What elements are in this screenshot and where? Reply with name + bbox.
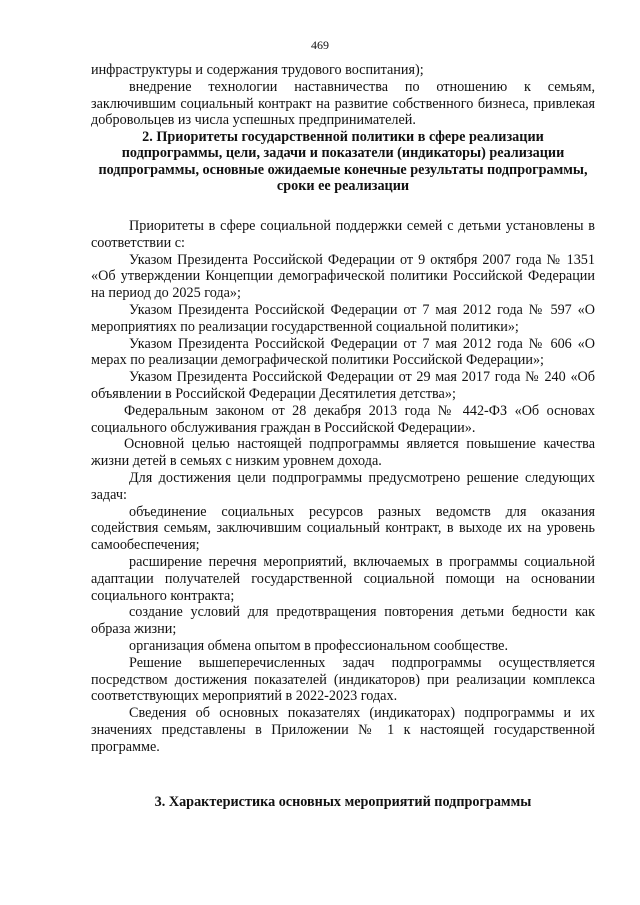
paragraph: Указом Президента Российской Федерации от 29 мая 2017 года № 240 «Об объявлении в Российской Федерации Десятилетия детства»; <box>91 369 595 402</box>
paragraph: инфраструктуры и содержания трудового воспитания); <box>91 62 424 78</box>
paragraph: Федеральным законом от 28 декабря 2013 года № 442-ФЗ «Об основах социального обслуживания граждан в Российской Федерации». <box>91 402 595 436</box>
spacer <box>91 756 595 794</box>
spacer <box>91 194 595 218</box>
paragraph: Для достижения цели подпрограммы предусмотрено решение следующих задач: <box>91 469 595 503</box>
page-content <box>91 62 595 810</box>
paragraph: создание условий для предотвращения повторения детьми бедности как образа жизни; <box>91 604 595 638</box>
paragraph: Указом Президента Российской Федерации от 7 мая 2012 года № 606 «О мерах по реализации демографической политики Российской Федерации»; <box>91 335 595 369</box>
page-number: 469 <box>311 38 329 52</box>
section-2-heading: 2. Приоритеты государственной политики в сфере реализации подпрограммы, цели, задачи и показатели (индикаторы) реализации подпрограммы, основные ожидаемые конечные результаты подпрограммы, сроки ее реализации <box>98 129 588 194</box>
paragraph: организация обмена опытом в профессиональном сообществе. <box>129 637 509 654</box>
paragraph: внедрение технологии наставничества по отношению к семьям, заключившим социальный контракт на развитие собственного бизнеса, привлекая добровольцев из числа успешных предпринимателей. <box>91 78 595 129</box>
paragraph: Указом Президента Российской Федерации от 9 октября 2007 года № 1351 «Об утверждении Концепции демографической политики Российской Федерации на период до 2025 года»; <box>91 251 595 302</box>
section-3-heading: 3. Характеристика основных мероприятий подпрограммы <box>154 793 532 810</box>
paragraph: Приоритеты в сфере социальной поддержки семей с детьми установлены в соответствии с: <box>91 218 595 251</box>
paragraph: Решение вышеперечисленных задач подпрограммы осуществляется посредством достижения показателей (индикаторов) при реализации комплекса соответствующих мероприятий в 2022-2023 годах. <box>91 654 595 705</box>
paragraph: расширение перечня мероприятий, включаемых в программы социальной адаптации получателей государственной социальной помощи на основании социального контракта; <box>91 553 595 604</box>
paragraph: Сведения об основных показателях (индикаторах) подпрограммы и их значениях представлены в Приложении № 1 к настоящей государственной программе. <box>91 705 595 755</box>
paragraph: Основной целью настоящей подпрограммы является повышение качества жизни детей в семьях с низким уровнем дохода. <box>91 436 595 470</box>
paragraph: объединение социальных ресурсов разных ведомств для оказания содействия семьям, заключившим социальный контракт, в выходе их на уровень самообеспечения; <box>91 503 595 554</box>
paragraph: Указом Президента Российской Федерации от 7 мая 2012 года № 597 «О мероприятиях по реализации государственной социальной политики»; <box>91 301 595 335</box>
